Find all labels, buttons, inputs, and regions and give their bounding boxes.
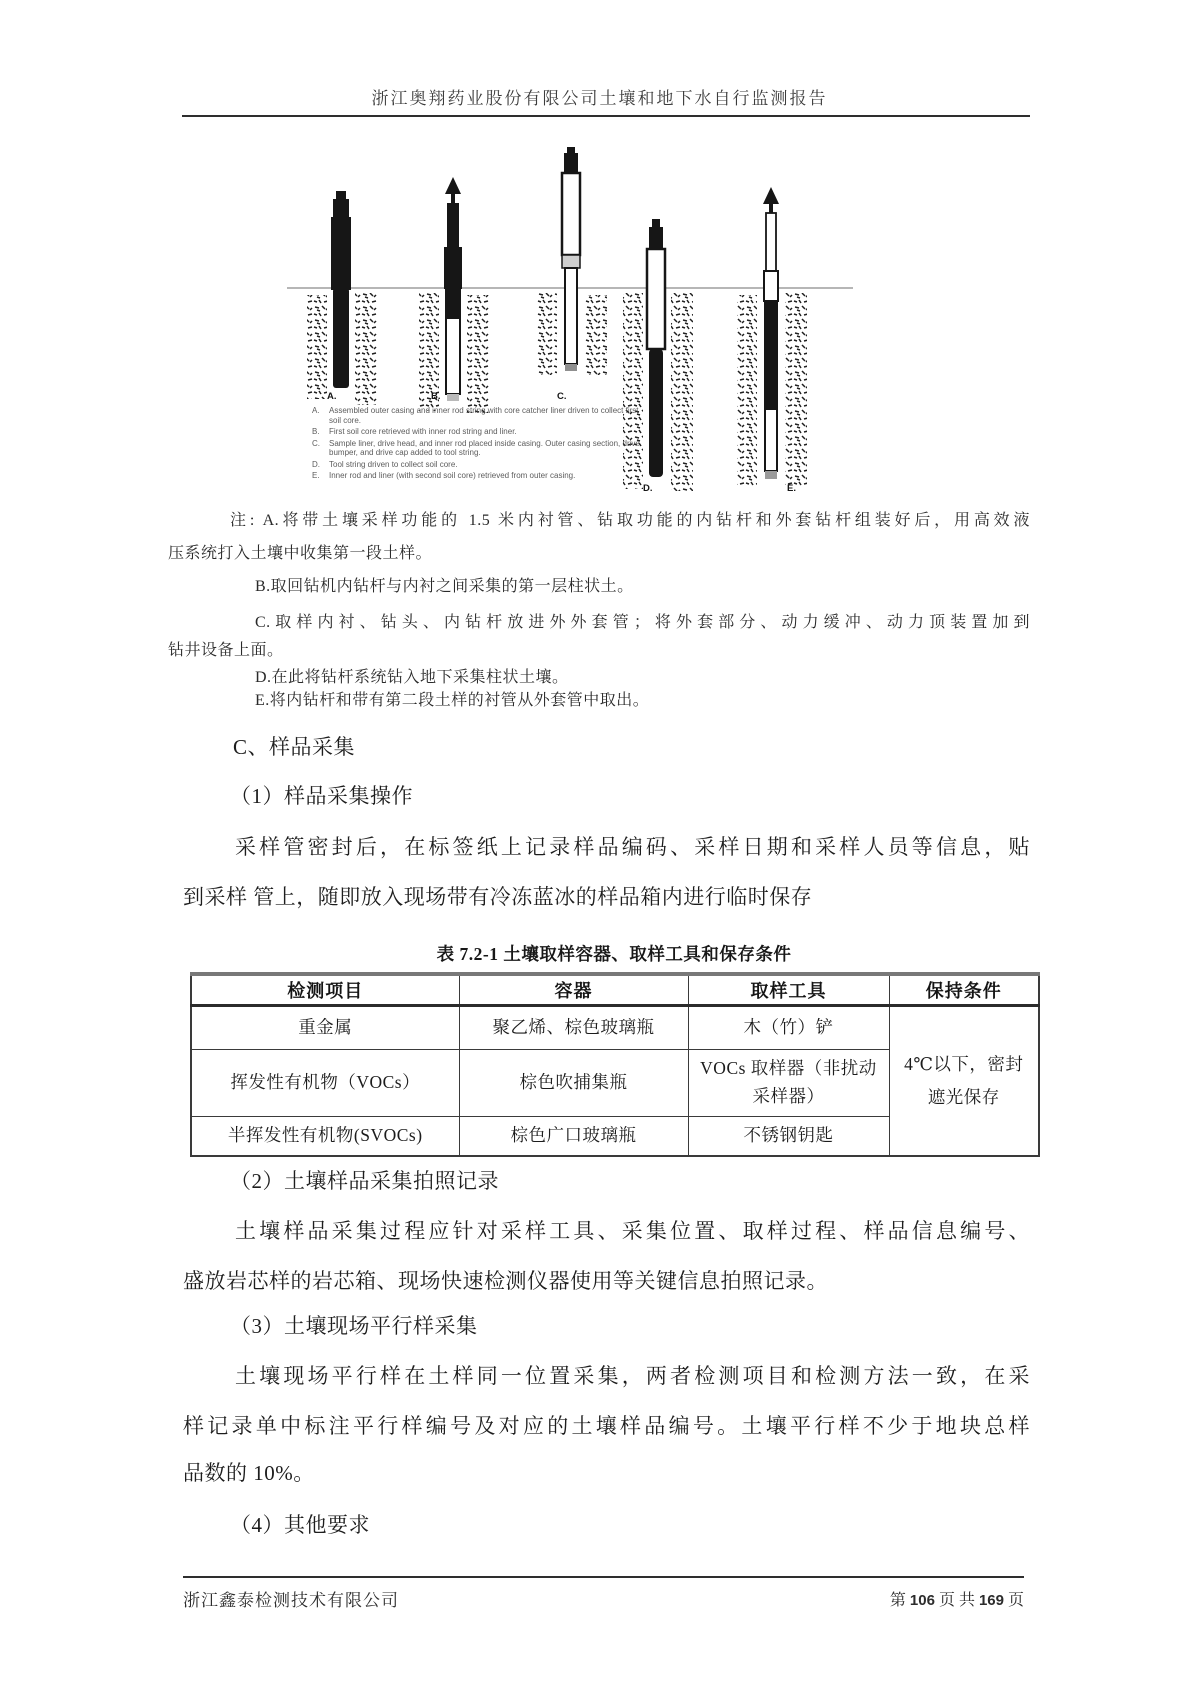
footer-rule [183, 1576, 1024, 1578]
subsection-heading-1: （1）样品采集操作 [230, 784, 413, 808]
sampling-table [190, 972, 1040, 1157]
legend-key: C. [312, 438, 320, 448]
figure-label-b: B. [431, 391, 441, 402]
col-header-test-item: 检测项目 [191, 974, 459, 1005]
soil-texture [467, 295, 489, 413]
tool-e [737, 187, 807, 494]
paragraph-line: 土壤样品采集过程应针对采样工具、采集位置、取样过程、样品信息编号、 [235, 1219, 1030, 1243]
cell-test-item: 挥发性有机物（VOCs） [191, 1049, 459, 1116]
table-header-row [191, 974, 1039, 1005]
cell-container: 聚乙烯、棕色玻璃瓶 [459, 1005, 688, 1049]
footer-page-mid: 页 共 [938, 1592, 975, 1609]
footer-page-current: 106 [909, 1592, 935, 1609]
cell-test-item: 重金属 [191, 1005, 459, 1049]
soil-texture [737, 295, 757, 487]
legend-item [312, 427, 642, 437]
soil-texture [585, 295, 607, 375]
header-rule [182, 115, 1030, 117]
tool-b [419, 177, 489, 413]
figure-note-line: B.取回钻机内钻杆与内衬之间采集的第一层柱状土。 [255, 578, 634, 595]
paragraph-line: 品数的 10%。 [183, 1461, 315, 1485]
paragraph-line: 盛放岩芯样的岩芯箱、现场快速检测仪器使用等关键信息拍照记录。 [183, 1269, 828, 1293]
figure-legend [312, 406, 642, 483]
cell-sampling-tool: 不锈钢钥匙 [688, 1116, 889, 1156]
footer-company: 浙江鑫泰检测技术有限公司 [183, 1591, 399, 1610]
soil-texture [537, 293, 557, 375]
paragraph-line: 采样管密封后，在标签纸上记录样品编码、采样日期和采样人员等信息，贴 [235, 835, 1030, 859]
figure-label-d: D. [643, 483, 653, 494]
legend-text: Tool string driven to collect soil core. [329, 459, 458, 469]
col-header-sampling-tool: 取样工具 [688, 974, 889, 1005]
tool-a [307, 191, 377, 405]
paragraph-line: 到采样 管上，随即放入现场带有冷冻蓝冰的样品箱内进行临时保存 [183, 885, 813, 909]
legend-key: A. [312, 406, 320, 415]
footer-page-number [700, 1587, 1024, 1610]
figure-label-e: E. [787, 483, 796, 494]
legend-item [312, 406, 642, 425]
figure-note-line: C.取样内衬、钻头、内钻杆放进外外套管；将外套部分、动力缓冲、动力顶装置加到 [255, 614, 1030, 631]
legend-text: First soil core retrieved with inner rod string and liner. [329, 427, 517, 436]
col-header-storage-condition: 保持条件 [889, 974, 1039, 1005]
soil-texture [307, 295, 327, 399]
legend-item [312, 439, 642, 458]
legend-key: D. [312, 459, 320, 469]
paragraph-line: 样记录单中标注平行样编号及对应的土壤样品编号。土壤平行样不少于地块总样 [183, 1414, 1030, 1438]
page-title: 浙江奥翔药业股份有限公司土壤和地下水自行监测报告 [371, 89, 828, 108]
tool-c [537, 147, 607, 402]
cell-test-item: 半挥发性有机物(SVOCs) [191, 1116, 459, 1156]
legend-item [312, 460, 642, 470]
cell-container: 棕色广口玻璃瓶 [459, 1116, 688, 1156]
subsection-heading-4: （4）其他要求 [230, 1513, 370, 1537]
figure-label-a: A. [327, 391, 337, 402]
figure-note-line: 注: A.将带土壤采样功能的 1.5 米内衬管、钻取功能的内钻杆和外套钻杆组装好后，用高效液 [230, 512, 1030, 529]
legend-key: E. [312, 471, 320, 480]
section-heading-c: C、样品采集 [233, 735, 356, 759]
legend-item [312, 471, 642, 481]
footer-page-prefix: 第 [889, 1592, 906, 1609]
paragraph-line: 土壤现场平行样在土样同一位置采集，两者检测项目和检测方法一致，在采 [235, 1364, 1030, 1388]
soil-texture [671, 293, 693, 491]
figure-note-line: E.将内钻杆和带有第二段土样的衬管从外套管中取出。 [255, 692, 650, 709]
footer-page-suffix: 页 [1007, 1592, 1024, 1609]
soil-texture [785, 293, 807, 487]
cell-sampling-tool: VOCs 取样器（非扰动采样器） [688, 1049, 889, 1116]
legend-text: Inner rod and liner (with second soil core) retrieved from outer casing. [329, 471, 576, 480]
col-header-container: 容器 [459, 974, 688, 1005]
legend-text: Sample liner, drive head, and inner rod placed inside casing. Outer casing section, drive bumper, and drive cap added to tool string. [329, 438, 640, 457]
figure-note-line: D.在此将钻杆系统钻入地下采集柱状土壤。 [255, 669, 569, 686]
subsection-heading-2: （2）土壤样品采集拍照记录 [230, 1169, 499, 1193]
legend-key: B. [312, 427, 320, 436]
figure-note-line: 钻井设备上面。 [168, 642, 284, 659]
cell-storage-condition: 4℃以下，密封遮光保存 [889, 1005, 1039, 1156]
legend-text: Assembled outer casing and inner rod string with core catcher liner driven to collect first soil core. [329, 406, 639, 425]
cell-sampling-tool: 木（竹）铲 [688, 1005, 889, 1049]
table-title: 表 7.2-1 土壤取样容器、取样工具和保存条件 [436, 944, 792, 964]
footer-page-total: 169 [978, 1592, 1004, 1609]
sampling-table-container [190, 972, 1038, 1157]
soil-texture [355, 293, 377, 405]
cell-container: 棕色吹捕集瓶 [459, 1049, 688, 1116]
figure-note-line: 压系统打入土壤中收集第一段土样。 [168, 545, 433, 562]
figure-label-c: C. [557, 391, 567, 402]
table-row [191, 1005, 1039, 1049]
subsection-heading-3: （3）土壤现场平行样采集 [230, 1314, 478, 1338]
